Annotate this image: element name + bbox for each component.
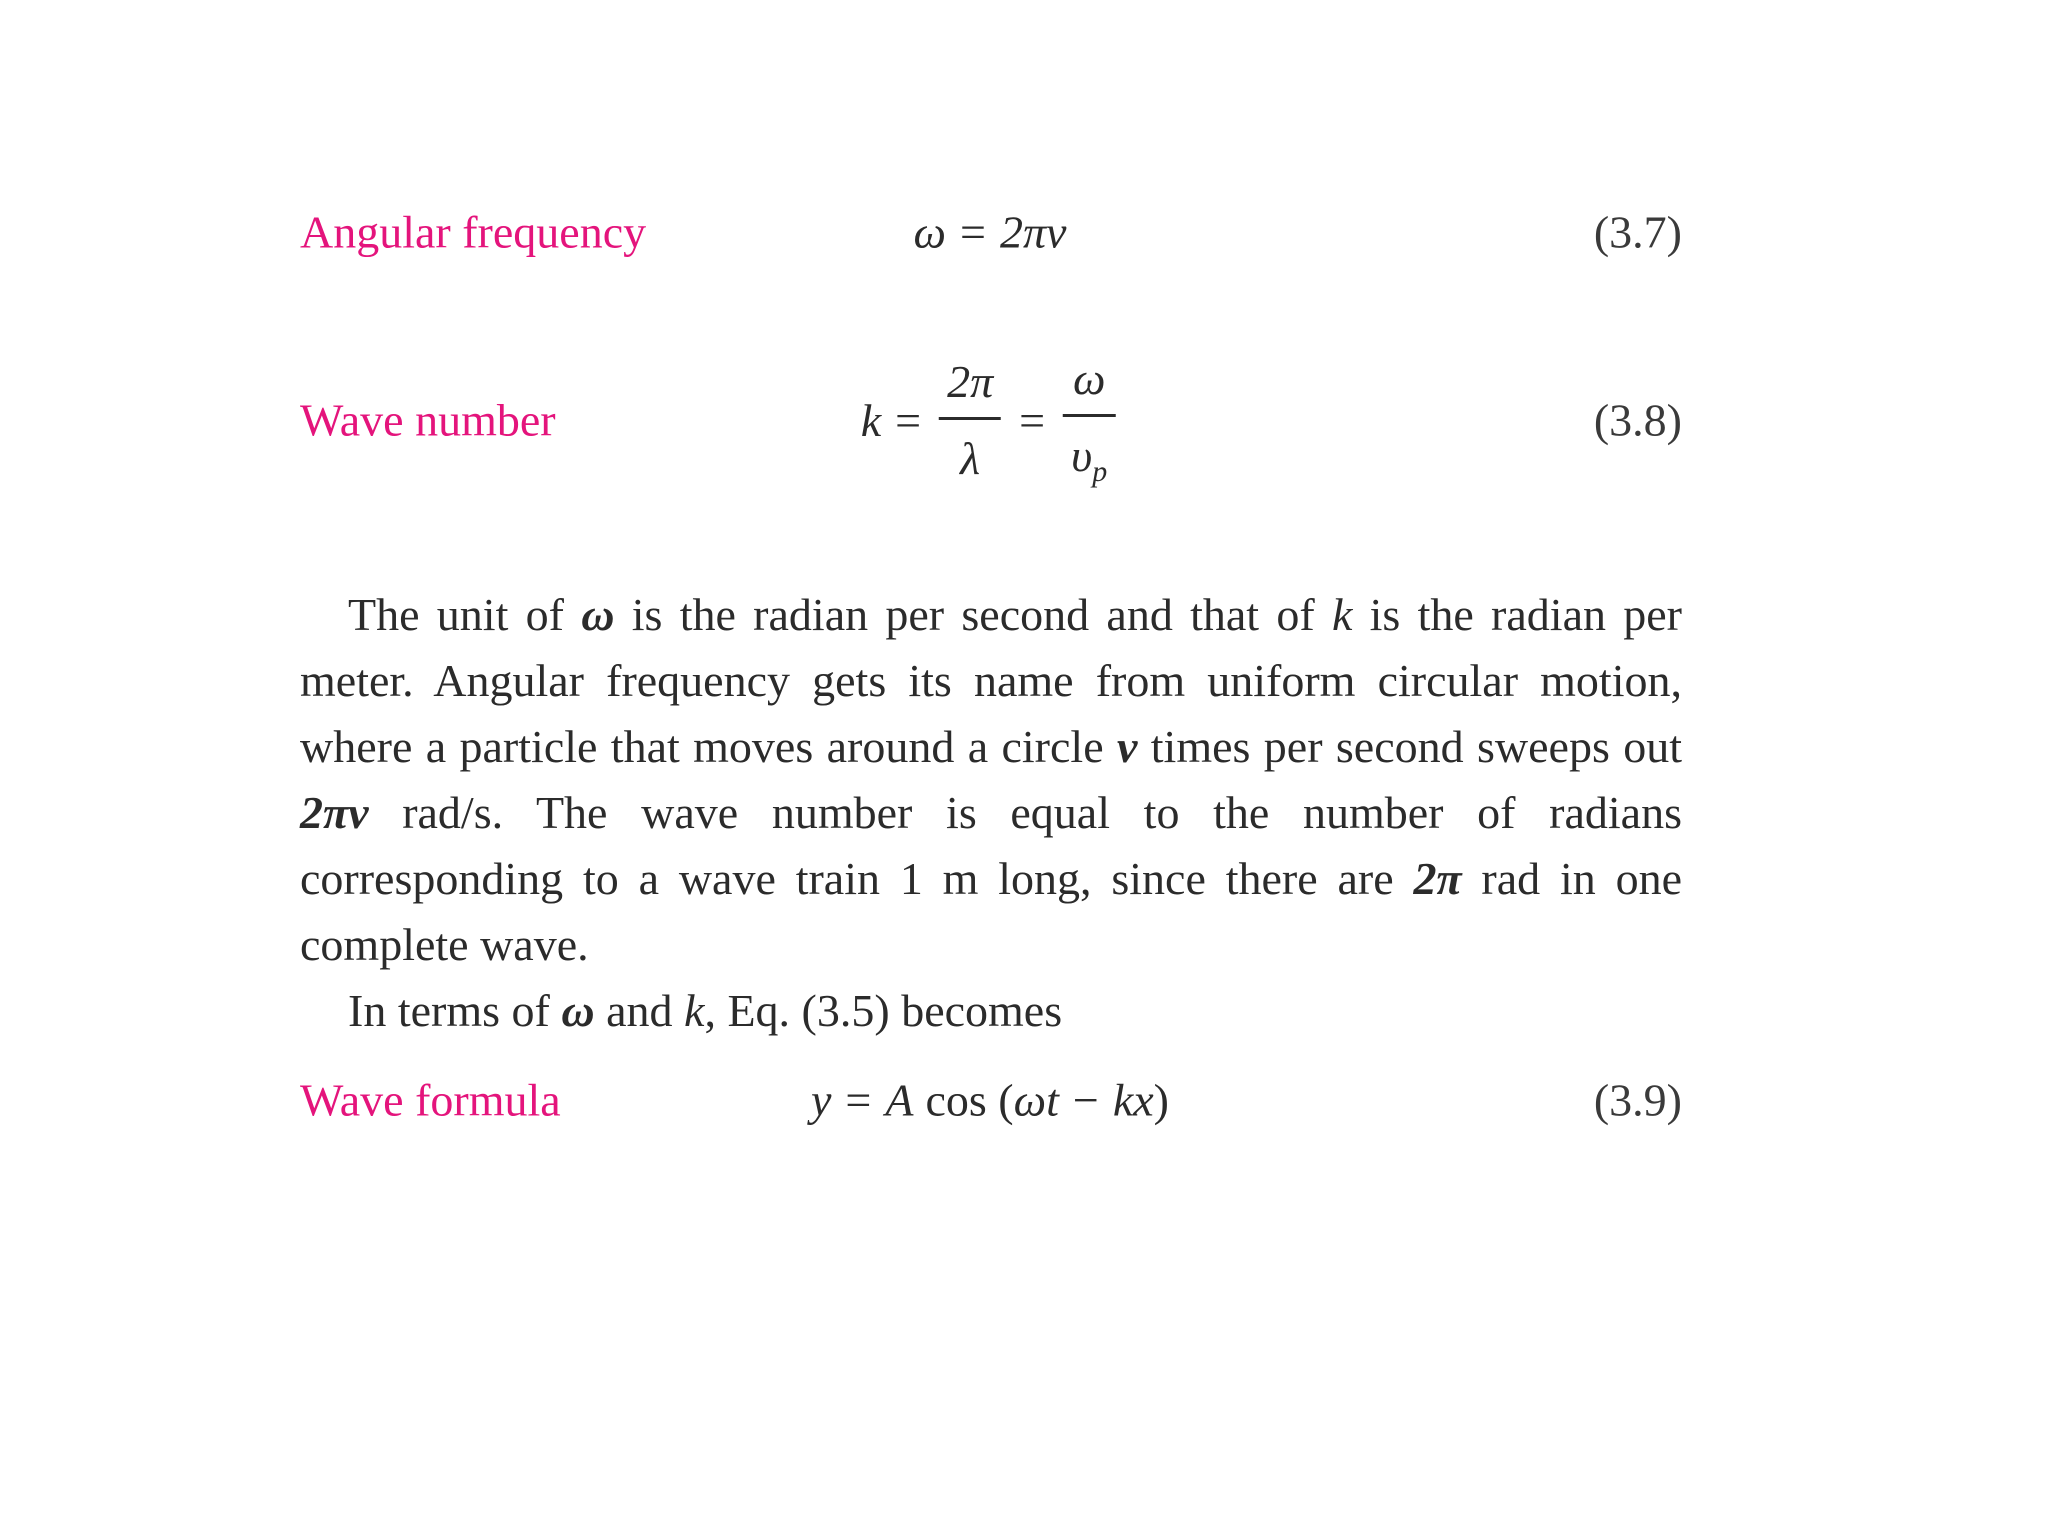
text-run: rad in one complete wave. — [300, 853, 1682, 970]
text-run: The unit of — [348, 589, 582, 640]
equation-body — [811, 1074, 1169, 1127]
equation-label: Wave number — [300, 394, 556, 446]
body-text — [300, 582, 1682, 1044]
fraction-numerator: 2π — [947, 356, 994, 407]
equation-row-wave-formula — [300, 1030, 1682, 1170]
fraction-denominator — [1063, 423, 1115, 491]
equation-row-angular-frequency — [300, 162, 1682, 302]
fraction-numerator: ω — [1072, 353, 1106, 404]
equation-label: Wave formula — [300, 1074, 561, 1126]
text-run: In terms of — [348, 985, 562, 1036]
fraction-two-pi-over-lambda — [939, 353, 1001, 487]
y-symbol: y — [810, 1074, 832, 1126]
equation-body — [914, 206, 1067, 259]
omega-symbol: ω — [913, 206, 947, 258]
equation-number: (3.7) — [1593, 206, 1682, 258]
fraction-denominator: λ — [960, 432, 981, 484]
paragraph — [300, 582, 1682, 978]
equation-label: Angular frequency — [300, 206, 647, 258]
text-run: and — [594, 985, 685, 1036]
fraction-bar — [1063, 414, 1115, 417]
omega-t-term: ωt — [1013, 1074, 1059, 1126]
equals-sign: = — [845, 1074, 872, 1126]
subscript-p: p — [1092, 454, 1108, 488]
amplitude-symbol: A — [885, 1074, 914, 1126]
text-run: rad/s. The wave number is equal to the number of radians corresponding to a wave train 1 m long, since there are — [300, 787, 1682, 904]
k-symbol: k — [684, 985, 705, 1036]
rhs-expression: 2πν — [999, 206, 1067, 258]
cos-function: cos ( — [925, 1074, 1014, 1126]
k-symbol: k — [1331, 589, 1353, 640]
two-pi-expression: 2π — [1413, 853, 1462, 904]
text-run: is the radian per second and that of — [614, 589, 1332, 640]
nu-symbol: ν — [1116, 721, 1138, 772]
omega-symbol: ω — [561, 985, 595, 1036]
fraction-bar — [939, 417, 1001, 420]
fraction-omega-over-vp — [1063, 350, 1115, 490]
closing-paren: ) — [1153, 1074, 1170, 1126]
two-pi-nu-expression: 2πν — [300, 787, 369, 838]
equation-row-wave-number — [300, 350, 1682, 490]
equals-sign: = — [895, 394, 922, 446]
text-run: is the radian per meter. Angular frequency gets its name from uniform circular motion, where a particle that moves around a circle — [300, 589, 1682, 772]
kx-term: kx — [1112, 1074, 1154, 1126]
equation-body — [861, 350, 1120, 490]
phase-velocity-symbol: υ — [1071, 429, 1093, 481]
text-run: times per second sweeps out — [1137, 721, 1682, 772]
equals-sign: = — [960, 206, 986, 258]
equals-sign: = — [1019, 394, 1046, 446]
k-symbol: k — [860, 394, 882, 446]
omega-symbol: ω — [581, 589, 615, 640]
equation-number: (3.8) — [1593, 394, 1682, 446]
text-run: , Eq. (3.5) becomes — [704, 985, 1063, 1036]
minus-sign: − — [1072, 1074, 1099, 1126]
equation-number: (3.9) — [1593, 1074, 1682, 1126]
